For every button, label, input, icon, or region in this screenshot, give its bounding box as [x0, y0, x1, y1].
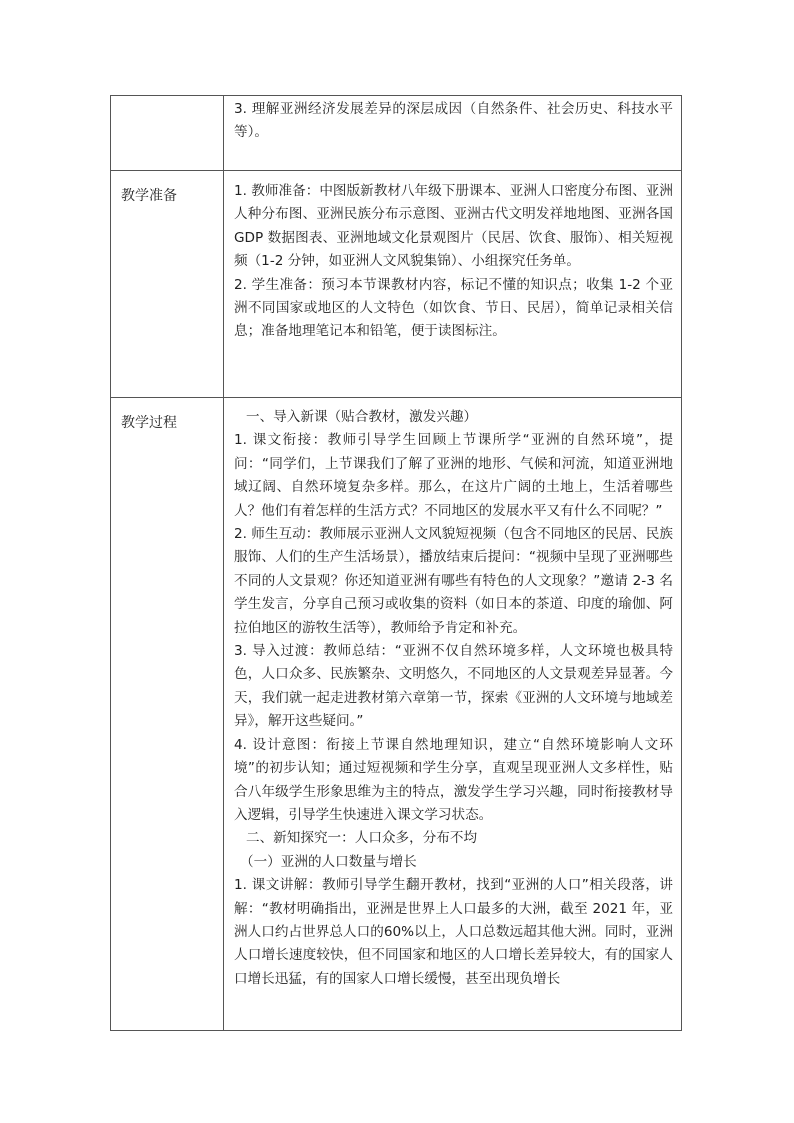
step-text-interaction: 2. 师生互动：教师展示亚洲人文风貌短视频（包含不同地区的民居、民族服饰、人们的生产生活场景），播放结束后提问：“视频中呈现了亚洲哪些不同的人文景观？你还知道亚洲有哪些有特色的人文现象？”邀请 2-3 名学生发言，分享自己预习或收集的资料（如日本的茶道、印度的瑜伽、阿拉伯地区的游牧生活等），教师给予肯定和补充。 — [234, 526, 673, 636]
lesson-plan-table — [110, 95, 682, 1031]
process-cell — [224, 398, 682, 1031]
step-text-design-intent: 4. 设计意图：衔接上节课自然地理知识，建立“自然环境影响人文环境”的初步认知；通过短视频和学生分享，直观呈现亚洲人文多样性，贴合八年级学生形象思维为主的特点，激发学生学习兴趣，同时衔接教材导入逻辑，引导学生快速进入课文学习状态。 — [234, 736, 673, 823]
row-label-preparation: 教学准备 — [111, 171, 224, 398]
objective-3-text: 3. 理解亚洲经济发展差异的深层成因（自然条件、社会历史、科技水平等）。 — [234, 101, 673, 141]
table-row — [111, 398, 682, 1031]
objectives-cell — [224, 96, 682, 171]
row-label-empty — [111, 96, 224, 171]
preparation-cell — [224, 171, 682, 398]
table-row — [111, 96, 682, 171]
subsection-heading-population: （一）亚洲的人口数量与增长 — [240, 853, 417, 870]
section-heading-inquiry-1: 二、新知探究一：人口众多，分布不均 — [246, 830, 478, 847]
row-label-process: 教学过程 — [111, 398, 224, 1031]
step-text-lecture: 1. 课文讲解：教师引导学生翻开教材，找到“亚洲的人口”相关段落，讲解：“教材明确指出，亚洲是世界上人口最多的大洲，截至 2021 年，亚洲人口约占世界总人口的60%以上，人口总数远超其他大洲。同时，亚洲人口增长速度较快，但不同国家和地区的人口增长差异较大，有的国家人口增长迅猛，有的国家人口增长缓慢，甚至出现负增长 — [234, 877, 673, 987]
section-heading-intro: 一、导入新课（贴合教材，激发兴趣） — [246, 409, 478, 425]
student-preparation-text: 2. 学生准备：预习本节课教材内容，标记不懂的知识点；收集 1-2 个亚洲不同国家或地区的人文特色（如饮食、节日、民居），简单记录相关信息；准备地理笔记本和铅笔，便于读图标注。 — [234, 276, 673, 340]
table-row — [111, 171, 682, 398]
teacher-preparation-text: 1. 教师准备：中图版新教材八年级下册课本、亚洲人口密度分布图、亚洲人种分布图、亚洲民族分布示意图、亚洲古代文明发祥地地图、亚洲各国 GDP 数据图表、亚洲地域文化景观图片（民居、饮食、服饰）、相关短视频（1-2 分钟，如亚洲人文风貌集锦）、小组探究任务单。 — [234, 183, 673, 270]
step-text-review: 1. 课文衔接：教师引导学生回顾上节课所学“亚洲的自然环境”，提问：“同学们，上节课我们了解了亚洲的地形、气候和河流，知道亚洲地域辽阔、自然环境复杂多样。那么，在这片广阔的土地上，生活着哪些人？他们有着怎样的生活方式？不同地区的发展水平又有什么不同呢？” — [234, 432, 673, 519]
step-text-transition: 3. 导入过渡：教师总结：“亚洲不仅自然环境多样，人文环境也极具特色，人口众多、民族繁杂、文明悠久，不同地区的人文景观差异显著。今天，我们就一起走进教材第六章第一节，探索《亚洲的人文环境与地域差异》，解开这些疑问。” — [234, 643, 673, 730]
